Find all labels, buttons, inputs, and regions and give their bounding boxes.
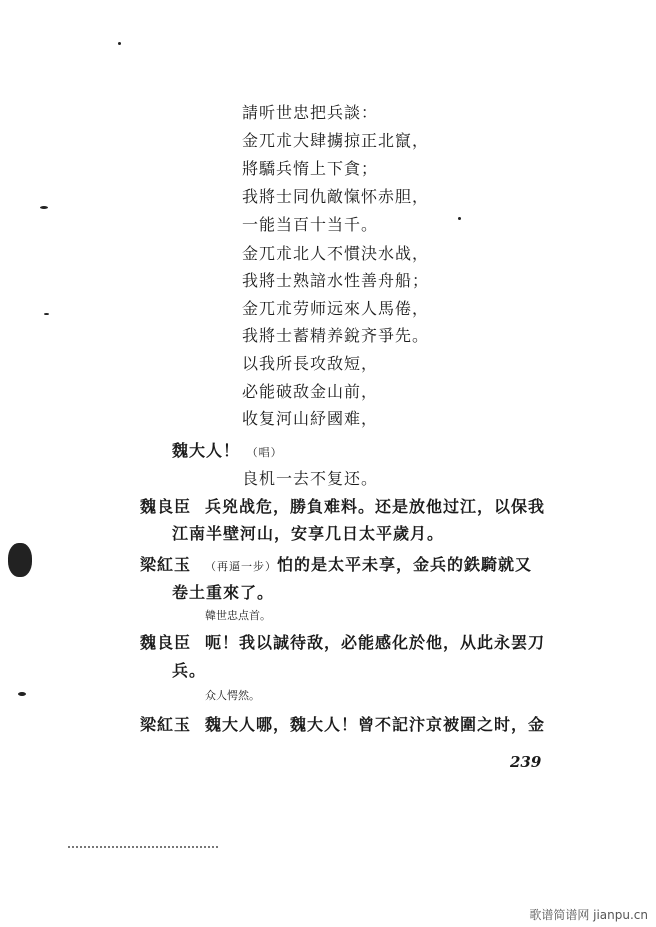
speaker-name: 魏良臣 — [140, 497, 192, 516]
sing-direction: （唱） — [246, 446, 283, 459]
call-text: 魏大人！ — [172, 441, 241, 460]
scan-speck — [18, 692, 26, 696]
speech-line: 呃！我以誠待敌，必能感化於他，从此永罢刀 — [205, 633, 546, 652]
verse-line: 金兀朮劳师远來人馬倦， — [242, 299, 430, 318]
speaker-name: 魏良臣 — [140, 633, 192, 652]
page-number: 239 — [510, 753, 542, 771]
verse-call — [172, 438, 283, 461]
verse-line: 請听世忠把兵談： — [242, 103, 379, 122]
watermark: 歌谱简谱网 jianpu.cn — [529, 908, 648, 922]
scan-speck — [44, 313, 49, 315]
speaker-name: 梁紅玉 — [140, 555, 192, 574]
stage-direction: 韓世忠点首。 — [205, 609, 271, 622]
scan-speck — [118, 42, 121, 45]
scan-speck — [40, 206, 48, 209]
verse-line: 我將士熟諳水性善舟船； — [242, 271, 430, 290]
scan-dash-line — [68, 846, 218, 848]
verse-line: 金兀朮北人不慣決水战， — [242, 244, 430, 263]
verse-line: 一能当百十当千。 — [242, 215, 379, 234]
speech-line: 卷土重來了。 — [172, 583, 275, 602]
speaker-name: 梁紅玉 — [140, 715, 192, 734]
verse-line: 必能破敌金山前， — [242, 382, 379, 401]
speech-line: 江南半壁河山，安享几日太平歲月。 — [172, 524, 445, 543]
speech-line — [205, 552, 532, 575]
verse-line: 收复河山紓國难， — [242, 409, 379, 428]
verse-line: 我將士同仇敵愾怀赤胆， — [242, 187, 430, 206]
speech-line: 魏大人哪，魏大人！曾不記汴京被圍之时，金 — [205, 715, 546, 734]
stage-direction: （再逼一步） — [205, 560, 277, 573]
verse-line: 我將士蓄精养銳齐爭先。 — [242, 326, 430, 345]
verse-line: 金兀朮大肆擄掠正北竄， — [242, 131, 430, 150]
scan-blot — [8, 543, 32, 577]
verse-line: 以我所長攻敌短， — [242, 354, 379, 373]
speech-text: 怕的是太平未享，金兵的鉄騎就又 — [277, 555, 533, 574]
speech-line: 兵兇战危，勝負难料。还是放他过江，以保我 — [205, 497, 546, 516]
scan-speck — [458, 217, 461, 220]
verse-line: 將驕兵惰上下貪； — [242, 159, 379, 178]
speech-line: 兵。 — [172, 661, 207, 680]
stage-direction: 众人愕然。 — [205, 689, 260, 702]
verse-line: 良机一去不复还。 — [242, 469, 379, 488]
